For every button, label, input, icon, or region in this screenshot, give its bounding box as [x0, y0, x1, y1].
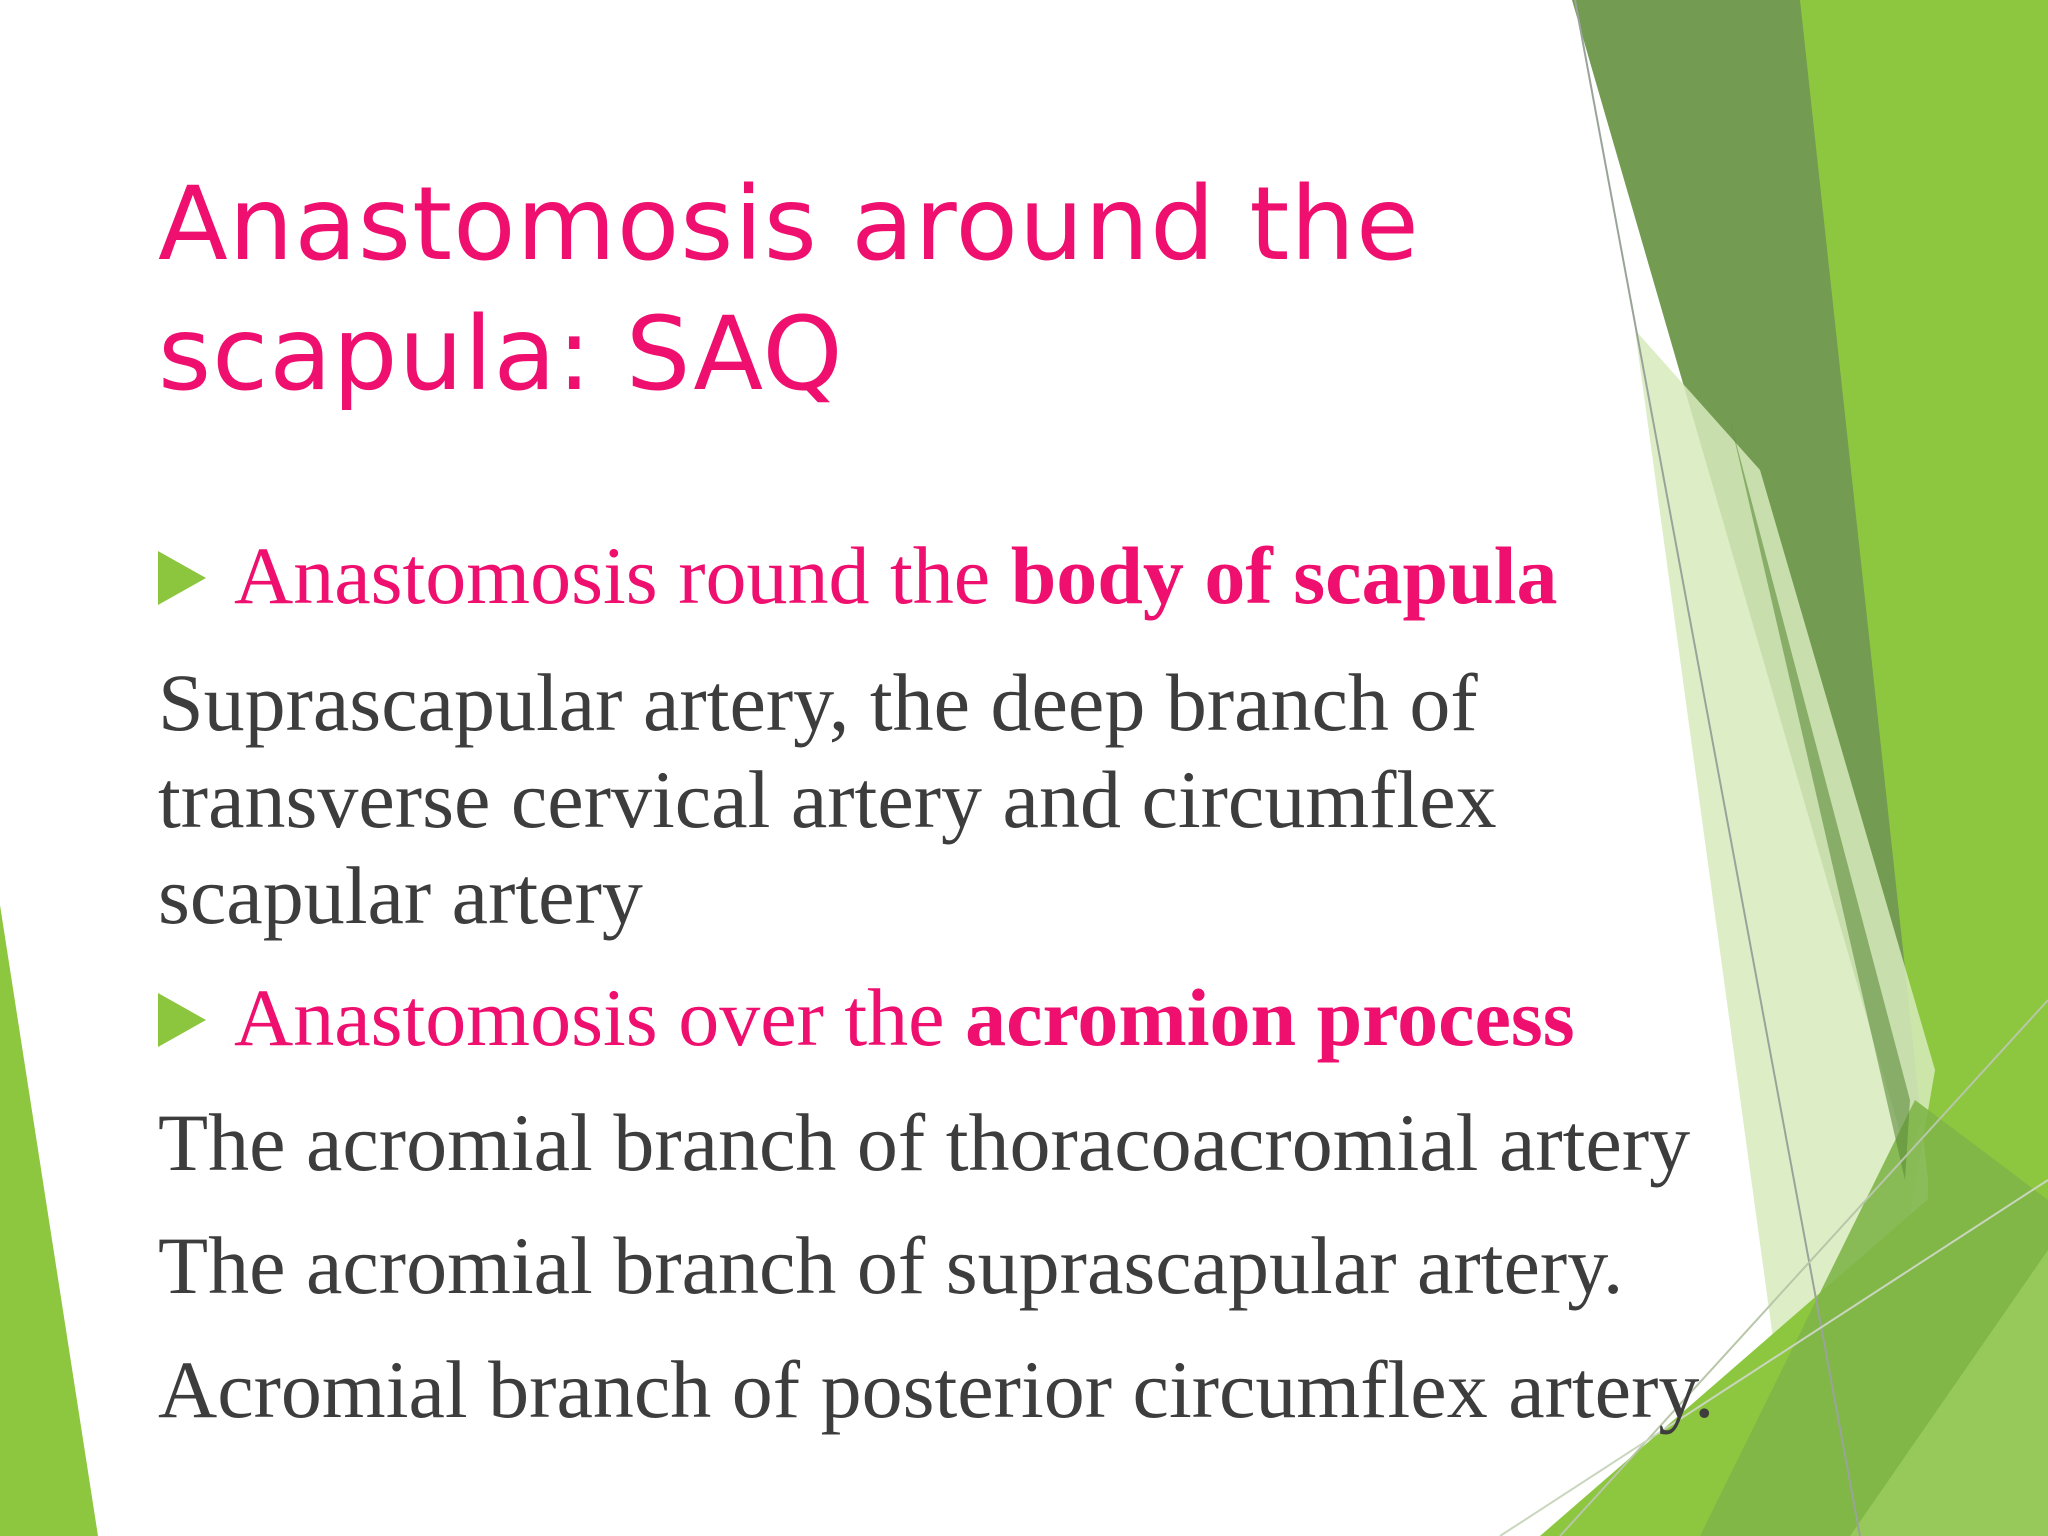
- triangle-bullet-icon: [158, 551, 206, 605]
- bullet-heading-bold: body of scapula: [1010, 530, 1558, 621]
- bullet-heading-bold: acromion process: [965, 972, 1575, 1063]
- bullet-acromion-process: [158, 970, 1575, 1066]
- title-line-1: Anastomosis around the: [158, 165, 1420, 284]
- triangle-bullet-icon: [158, 993, 206, 1047]
- body-line: Acromial branch of posterior circumflex artery.: [158, 1344, 1715, 1435]
- body-line: Suprascapular artery, the deep branch of: [158, 657, 1478, 748]
- bullet-heading-prefix: Anastomosis over the: [234, 972, 966, 1063]
- bullet-heading-prefix: Anastomosis round the: [234, 530, 1011, 621]
- bullet-body-of-scapula: [158, 528, 1558, 624]
- body-line: scapular artery: [158, 850, 643, 941]
- slide-title: [158, 160, 1458, 420]
- body-line: The acromial branch of suprascapular artery.: [158, 1220, 1624, 1311]
- body-line: transverse cervical artery and circumflex: [158, 754, 1497, 845]
- body-line: The acromial branch of thoracoacromial artery: [158, 1097, 1691, 1188]
- title-line-2: scapula: SAQ: [158, 295, 844, 414]
